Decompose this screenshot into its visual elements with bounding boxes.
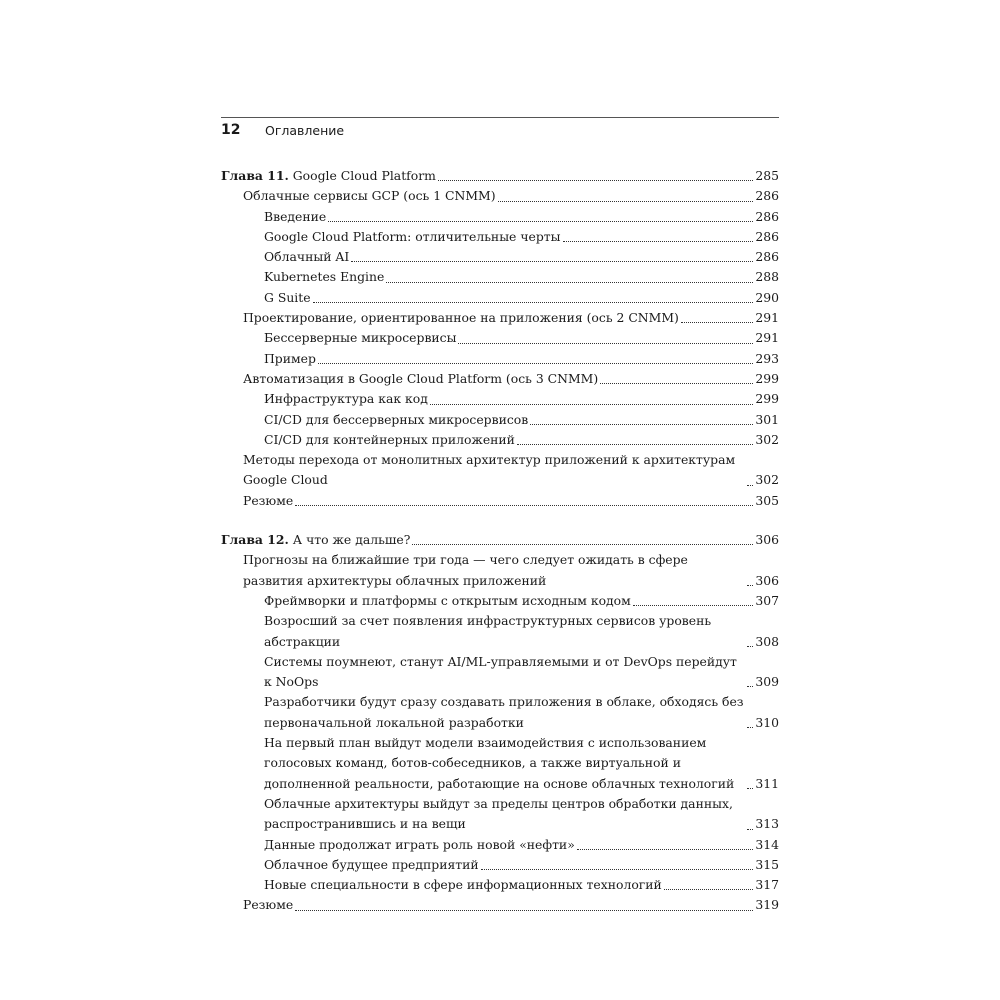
dot-leader [600,382,753,384]
dot-leader [481,868,754,870]
toc-entry[interactable] [221,288,779,308]
toc-page-number: 299 [755,370,779,386]
chapter-number: Глава 12. [221,532,289,548]
toc-entry-title: Облачный AI [264,249,350,265]
toc-page-number: 299 [755,391,779,407]
toc-page-number: 313 [755,816,779,832]
chapter-number: Глава 11. [221,168,289,183]
toc-entry[interactable] [221,652,779,693]
toc-page-number: 306 [755,532,779,548]
toc-page-number: 286 [755,249,779,265]
toc-entry[interactable] [221,430,779,450]
toc-page-number: 302 [755,472,779,488]
toc-entry-title: Kubernetes Engine [264,269,385,285]
toc-entry[interactable] [221,591,779,611]
toc-page-number: 293 [755,350,779,366]
toc-entry-title: Новые специальности в сфере информационных технологий [264,877,662,893]
toc-entry[interactable] [221,247,779,267]
toc-entry[interactable] [221,450,779,491]
dot-leader [664,888,754,890]
toc-page-number: 288 [755,269,779,285]
toc-page-number: 286 [755,228,779,244]
toc-entry-title: Фреймворки и платформы с открытым исходным кодом [264,592,631,608]
dot-leader [747,584,753,586]
toc-entry[interactable] [221,692,779,733]
toc-entry-title: Облачные сервисы GCP (ось 1 CNMM) [243,188,496,204]
toc-entry-title: Облачное будущее предприятий [264,856,479,872]
toc-page-number: 306 [755,572,779,588]
toc-entry[interactable] [221,611,779,652]
toc-entry[interactable] [221,835,779,855]
toc-page-number: 315 [755,856,779,872]
toc-page-number: 286 [755,188,779,204]
toc-entry-title: Данные продолжат играть роль новой «нефти» [264,836,575,852]
dot-leader [747,484,753,486]
toc-entry[interactable] [221,369,779,389]
toc-entry-title [221,166,436,186]
dot-leader [577,848,754,850]
toc-page-number: 301 [755,411,779,427]
toc-page-number: 317 [755,877,779,893]
toc-chapter-entry[interactable] [221,166,779,186]
toc-page-number: 310 [755,714,779,730]
dot-leader [313,301,754,303]
toc-entry-title: Прогнозы на ближайшие три года — чего следует ожидать в сфере развития архитектуры облачных приложений [243,552,688,588]
toc-page-number: 302 [755,431,779,447]
toc-page-number: 286 [755,208,779,224]
toc-page-number: 309 [755,674,779,690]
toc-page-number: 307 [755,592,779,608]
toc-entry[interactable] [221,794,779,835]
dot-leader [747,685,753,687]
toc-page-number: 319 [755,897,779,913]
toc-page-number: 285 [755,168,779,183]
toc-page-number: 290 [755,289,779,305]
toc-entry-title: Google Cloud Platform: отличительные черты [264,228,561,244]
toc-entry-title [221,530,410,550]
toc-entry[interactable] [221,227,779,247]
toc-entry-title: На первый план выйдут модели взаимодействия с использованием голосовых команд, ботов-собеседников, а также виртуальной и дополненной реальности, работающие на основе облачных технологий [264,735,735,791]
toc-entry-title: Резюме [243,492,294,508]
running-title: Оглавление [265,123,345,138]
toc-page-number: 291 [755,330,779,346]
dot-leader [747,645,753,647]
dot-leader [517,443,753,445]
dot-leader [318,362,753,364]
toc-entry-title: Разработчики будут сразу создавать приложения в облаке, обходясь без первоначальной локальной разработки [264,694,744,730]
toc-entry[interactable] [221,389,779,409]
toc-entry-title: Резюме [243,897,294,913]
dot-leader [747,726,753,728]
toc-entry[interactable] [221,349,779,369]
dot-leader [430,403,753,405]
chapter-title: А что же дальше? [288,532,411,548]
toc-entry[interactable] [221,308,779,328]
toc-entry[interactable] [221,267,779,287]
toc-entry[interactable] [221,328,779,348]
toc-page-number: 291 [755,310,779,326]
toc-entry-title: Методы перехода от монолитных архитектур приложений к архитектурам Google Cloud [243,452,736,488]
toc-entry-title: G Suite [264,289,311,305]
toc-entry[interactable] [221,186,779,206]
dot-leader [563,240,754,242]
toc-entry[interactable] [221,410,779,430]
toc-entry-title: CI/CD для бессерверных микросервисов [264,411,529,427]
dot-leader [633,604,754,606]
toc-entry-title: Возросший за счет появления инфраструктурных сервисов уровень абстракции [264,613,712,649]
toc-entry[interactable] [221,491,779,511]
page-header [221,117,779,140]
dot-leader [681,321,753,323]
toc-entry-title: Автоматизация в Google Cloud Platform (ось 3 CNMM) [243,370,599,386]
toc-entry-title: Пример [264,350,316,366]
chapter-title: Google Cloud Platform [288,168,436,183]
toc-entry-title: Системы поумнеют, станут AI/ML-управляемыми и от DevOps перейдут к NoOps [264,653,737,690]
toc-page-number: 311 [755,775,779,791]
toc-entry-title: Инфраструктура как код [264,391,428,407]
dot-leader [530,423,753,425]
dot-leader [438,179,753,181]
dot-leader [386,281,753,283]
toc-entry-title: Облачные архитектуры выйдут за пределы центров обработки данных, распространившись и на вещи [264,795,733,832]
chapter-spacer [221,511,779,530]
toc-entry-title: Введение [264,208,327,224]
dot-leader [458,342,753,344]
dot-leader [412,543,753,545]
toc-entry[interactable] [221,895,779,915]
toc-chapter-entry[interactable] [221,530,779,550]
toc-entry[interactable] [221,875,779,895]
dot-leader [498,200,754,202]
toc-page-number: 305 [755,492,779,508]
dot-leader [351,260,753,262]
toc-entry[interactable] [221,855,779,875]
dot-leader [747,787,753,789]
toc-entry[interactable] [221,550,779,591]
dot-leader [295,909,753,911]
toc-entry-title: CI/CD для контейнерных приложений [264,431,515,447]
toc-entry[interactable] [221,207,779,227]
toc-page-number: 314 [755,836,779,852]
table-of-contents [221,166,779,916]
toc-entry-title: Проектирование, ориентированное на приложения (ось 2 CNMM) [243,310,679,326]
dot-leader [295,504,753,506]
page-number: 12 [221,122,241,138]
toc-entry[interactable] [221,733,779,794]
toc-page-number: 308 [755,633,779,649]
dot-leader [328,220,753,222]
dot-leader [747,828,753,830]
toc-entry-title: Бессерверные микросервисы [264,330,457,346]
